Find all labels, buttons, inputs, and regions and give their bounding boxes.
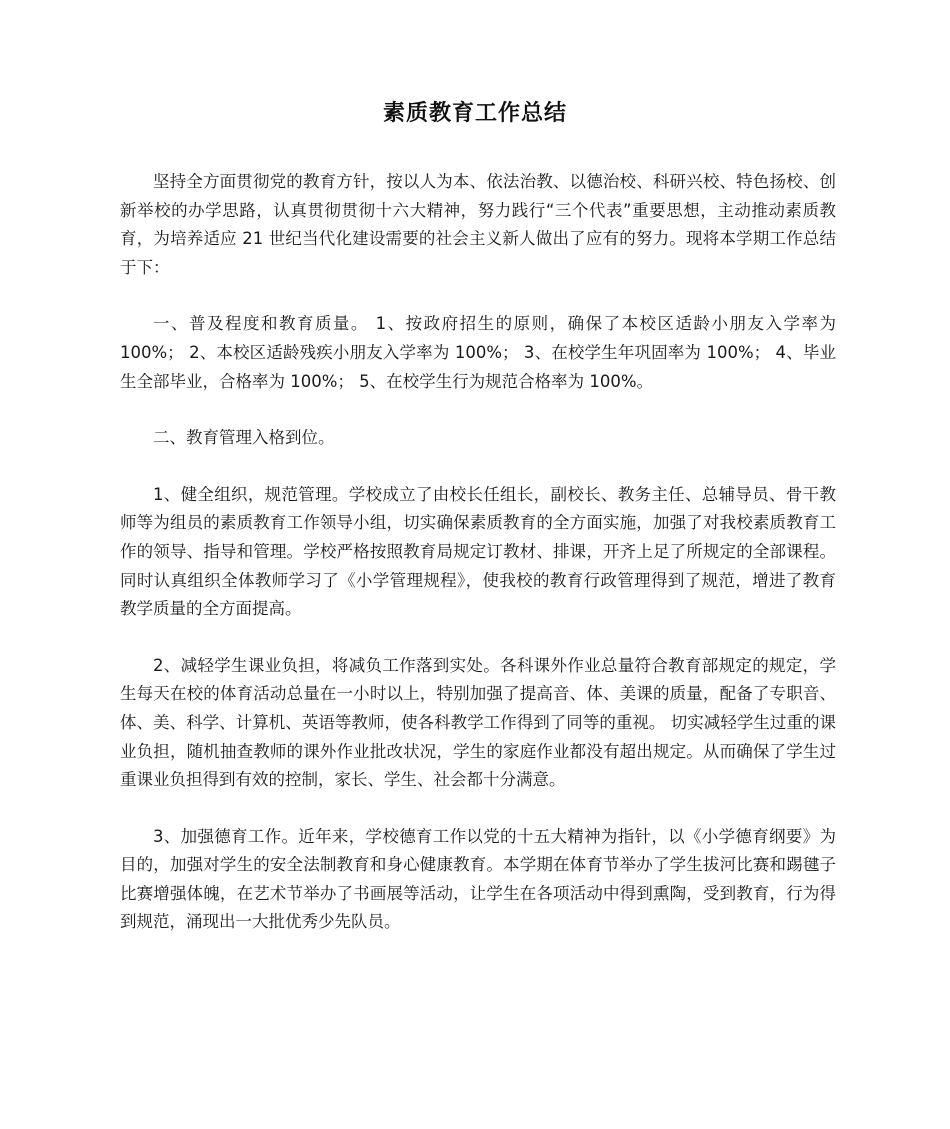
paragraph-moral-education: 3、加强德育工作。近年来，学校德育工作以党的十五大精神为指针，以《小学德育纲要》为目的，加强对学生的安全法制教育和身心健康教育。本学期在体育节举办了学生拔河比赛和踢毽子比赛增强体魄，在艺术节举办了书画展等活动，让学生在各项活动中得到熏陶，受到教育，行为得到规范，涌现出一大批优秀少先队员。 bbox=[120, 826, 836, 932]
paragraph-organization: 1、健全组织，规范管理。学校成立了由校长任组长，副校长、教务主任、总辅导员、骨干教师等为组员的素质教育工作领导小组，切实确保素质教育的全方面实施，加强了对我校素质教育工作的领导、指导和管理。学校严格按照教育局规定订教材、排课，开齐上足了所规定的全部课程。同时认真组织全体教师学习了《小学管理规程》，使我校的教育行政管理得到了规范，增进了教育教学质量的全方面提高。 bbox=[120, 484, 836, 619]
paragraph-reduce-burden: 2、减轻学生课业负担，将减负工作落到实处。各科课外作业总量符合教育部规定的规定，学生每天在校的体育活动总量在一小时以上，特别加强了提高音、体、美课的质量，配备了专职音、体、美、科学、计算机、英语等教师，使各科教学工作得到了同等的重视。 切实减轻学生过重的课业负担，随机抽查教师的课外作业批改状况，学生的家庭作业都没有超出规定。从而确保了学生过重课业负担得到有效的控制，家长、学生、社会都十分满意。 bbox=[120, 655, 836, 790]
document-title: 素质教育工作总结 bbox=[382, 101, 567, 126]
document-body bbox=[120, 168, 836, 965]
paragraph-enrollment-quality: 一、普及程度和教育质量。 1、按政府招生的原则，确保了本校区适龄小朋友入学率为 100%； 2、本校区适龄残疾小朋友入学率为 100%； 3、在校学生年巩固率为 100%； 4、毕业生全部毕业，合格率为 100%； 5、在校学生行为规范合格率为 100%。 bbox=[120, 314, 836, 391]
paragraph-intro: 坚持全方面贯彻党的教育方针，按以人为本、依法治教、以德治校、科研兴校、特色扬校、创新举校的办学思路，认真贯彻贯彻十六大精神，努力践行“三个代表”重要思想，主动推动素质教育，为培养适应 21 世纪当代化建设需要的社会主义新人做出了应有的努力。现将本学期工作总结于下： bbox=[120, 172, 836, 277]
paragraph-management-heading: 二、教育管理入格到位。 bbox=[153, 428, 335, 448]
